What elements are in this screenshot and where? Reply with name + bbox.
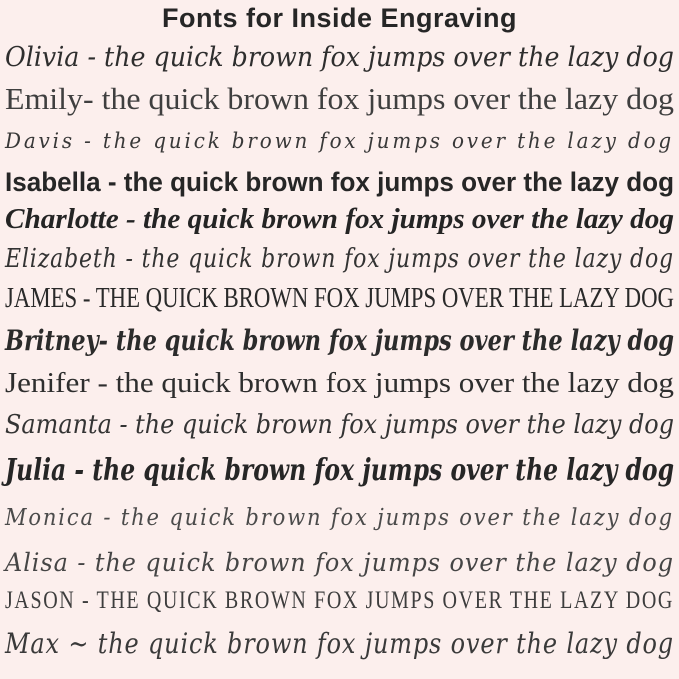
font-sample-isabella [5,165,674,201]
font-sample-text: Monica - the quick brown fox jumps over the lazy dog [5,504,674,531]
font-sample-text: Emily- the quick brown fox jumps over the lazy dog [5,81,674,117]
font-sample-text: Davis - the quick brown fox jumps over the lazy dog [5,129,674,154]
font-sample-charlotte [5,202,674,238]
font-sample-britney [5,318,674,364]
font-sample-samanta [5,404,674,446]
font-sample-davis [5,120,674,164]
font-sample-jason [5,584,674,618]
font-sample-text: JAMES - THE QUICK BROWN FOX JUMPS OVER THE LAZY DOG [5,282,674,314]
font-sample-julia [5,447,674,495]
font-sample-text: Samanta - the quick brown fox jumps over the lazy dog [5,410,674,441]
font-sample-text: Max ~ the quick brown fox jumps over the lazy dog [5,626,674,660]
font-sample-olivia [5,36,674,78]
font-sample-monica [5,496,674,540]
font-sample-text: Jenifer - the quick brown fox jumps over the lazy dog [5,368,674,400]
font-sample-jenifer [5,365,674,403]
page-title: Fonts for Inside Engraving [161,3,518,33]
font-sample-text: Isabella - the quick brown fox jumps over the lazy dog [5,167,674,198]
font-sample-max [5,619,674,669]
font-sample-text: JASON - THE QUICK BROWN FOX JUMPS OVER THE LAZY DOG [5,587,674,615]
font-sample-emily [5,79,674,119]
font-sample-text: Julia - the quick brown fox jumps over the lazy dog [5,453,674,489]
font-sample-text: Britney- the quick brown fox jumps over the lazy dog [5,324,674,358]
font-sample-text: Alisa - the quick brown fox jumps over the lazy dog [5,547,674,577]
font-sample-alisa [5,541,674,583]
font-samples-list [0,34,679,679]
font-sample-text: Olivia - the quick brown fox jumps over the lazy dog [5,41,674,73]
font-sample-text: Charlotte - the quick brown fox jumps over the lazy dog [5,203,674,235]
font-sample-elizabeth [5,239,674,279]
font-sample-james [5,280,674,318]
font-sample-text: Elizabeth - the quick brown fox jumps over the lazy dog [5,243,674,274]
